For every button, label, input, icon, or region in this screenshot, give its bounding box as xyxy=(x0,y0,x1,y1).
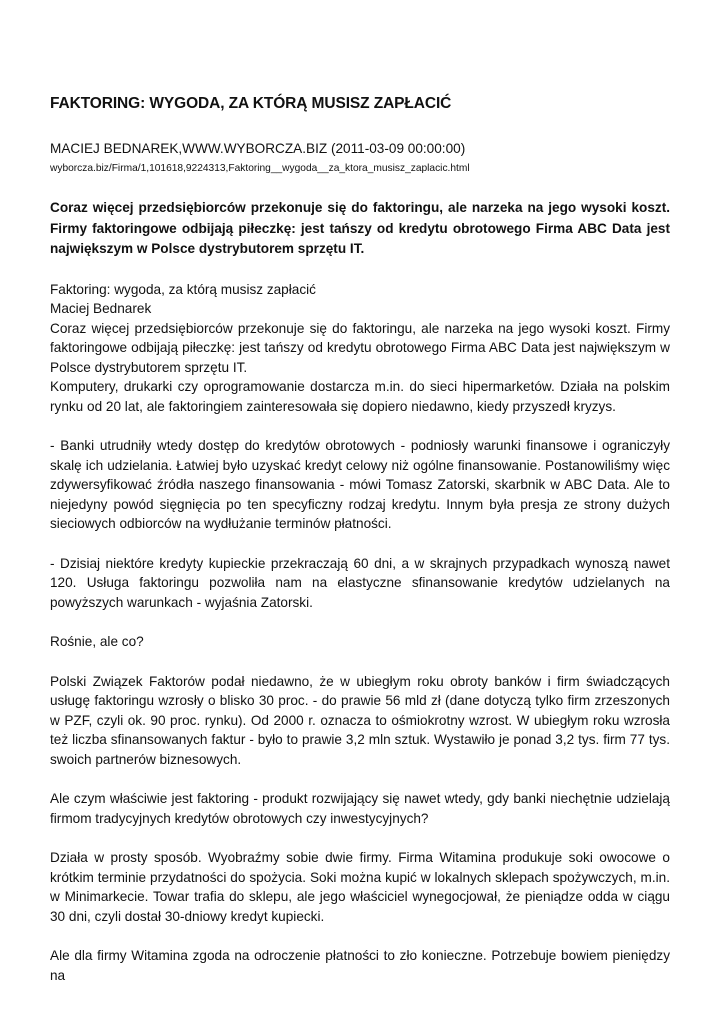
article-header-block xyxy=(50,280,670,417)
article-byline: MACIEJ BEDNAREK,WWW.WYBORCZA.BIZ (2011-03-09 00:00:00) xyxy=(50,141,466,156)
paragraph-3: - Banki utrudniły wtedy dostęp do kredytów obrotowych - podniosły warunki finansowe i ograniczyły skalę ich udzielania. Łatwiej było uzyskać kredyt celowy niż ogólne finansowanie. Postanowiliśmy więc zdywersyfikować źródła naszego finansowania - mówi Tomasz Zatorski, skarbnik w ABC Data. Ale to niejedyny powód sięgnięcia po ten specyficzny rodzaj kredytu. Innym była presja ze strony dużych sieciowych odbiorców na wydłużanie terminów płatności. xyxy=(50,438,670,531)
paragraph-7: Ale czym właściwie jest faktoring - produkt rozwijający się nawet wtedy, gdy banki niechętnie udzielają firmom tradycyjnych kredytów obrotowych czy inwestycyjnych? xyxy=(50,791,670,826)
paragraph-2: Komputery, drukarki czy oprogramowanie dostarcza m.in. do sieci hipermarketów. Działa na polskim rynku od 20 lat, ale faktoringiem zainteresowała się dopiero niedawno, kiedy przyszedł kryzys. xyxy=(50,379,670,414)
document-page xyxy=(50,94,670,985)
paragraph-1: Coraz więcej przedsiębiorców przekonuje się do faktoringu, ale narzeka na jego wysoki koszt. Firmy faktoringowe odbijają piłeczkę: jest tańszy od kredytu obrotowego Firma ABC Data jest największym w Polsce dystrybutorem sprzętu IT. xyxy=(50,320,670,375)
paragraph-6: Polski Związek Faktorów podał niedawno, że w ubiegłym roku obroty banków i firm świadczących usługę faktoringu wzrosły o blisko 30 proc. - do prawie 56 mld zł (dane dotyczą tylko firm zrzeszonych w PZF, czyli ok. 90 proc. rynku). Od 2000 r. oznacza to ośmiokrotny wzrost. W ubiegłym roku wzrosła też liczba sfinansowanych faktur - było to prawie 3,2 mln sztuk. Wystawiło je ponad 3,2 tys. firm 77 tys. swoich partnerów biznesowych. xyxy=(50,673,670,767)
article-title: FAKTORING: WYGODA, ZA KTÓRĄ MUSISZ ZAPŁACIĆ xyxy=(50,95,452,112)
paragraph-8: Działa w prosty sposób. Wyobraźmy sobie dwie firmy. Firma Witamina produkuje soki owocowe o krótkim terminie przydatności do spożycia. Soki można kupić w lokalnych sklepach spożywczych, m.in. w Minimarkecie. Towar trafia do sklepu, ale jego właściciel wynegocjował, że pieniądze odda w ciągu 30 dni, czyli dostał 30-dniowy kredyt kupiecki. xyxy=(50,850,670,924)
body-title: Faktoring: wygoda, za którą musisz zapłacić xyxy=(50,281,316,297)
paragraph-4: - Dzisiaj niektóre kredyty kupieckie przekraczają 60 dni, a w skrajnych przypadkach wynoszą nawet 120. Usługa faktoringu pozwoliła nam na elastyczne sfinansowanie kredytów udzielanych na powyższych warunkach - wyjaśnia Zatorski. xyxy=(50,555,670,610)
body-author: Maciej Bednarek xyxy=(50,301,152,316)
paragraph-9: Ale dla firmy Witamina zgoda na odroczenie płatności to zło konieczne. Potrzebuje bowiem pieniędzy na xyxy=(50,948,670,983)
article-source-url: wyborcza.biz/Firma/1,101618,9224313,Faktoring__wygoda__za_ktora_musisz_zaplacic.html xyxy=(50,163,470,174)
section-heading: Rośnie, ale co? xyxy=(50,634,144,649)
article-lead: Coraz więcej przedsiębiorców przekonuje się do faktoringu, ale narzeka na jego wysoki koszt. Firmy faktoringowe odbijają piłeczkę: jest tańszy od kredytu obrotowego Firma ABC Data jest największym w Polsce dystrybutorem sprzętu IT. xyxy=(50,200,670,256)
